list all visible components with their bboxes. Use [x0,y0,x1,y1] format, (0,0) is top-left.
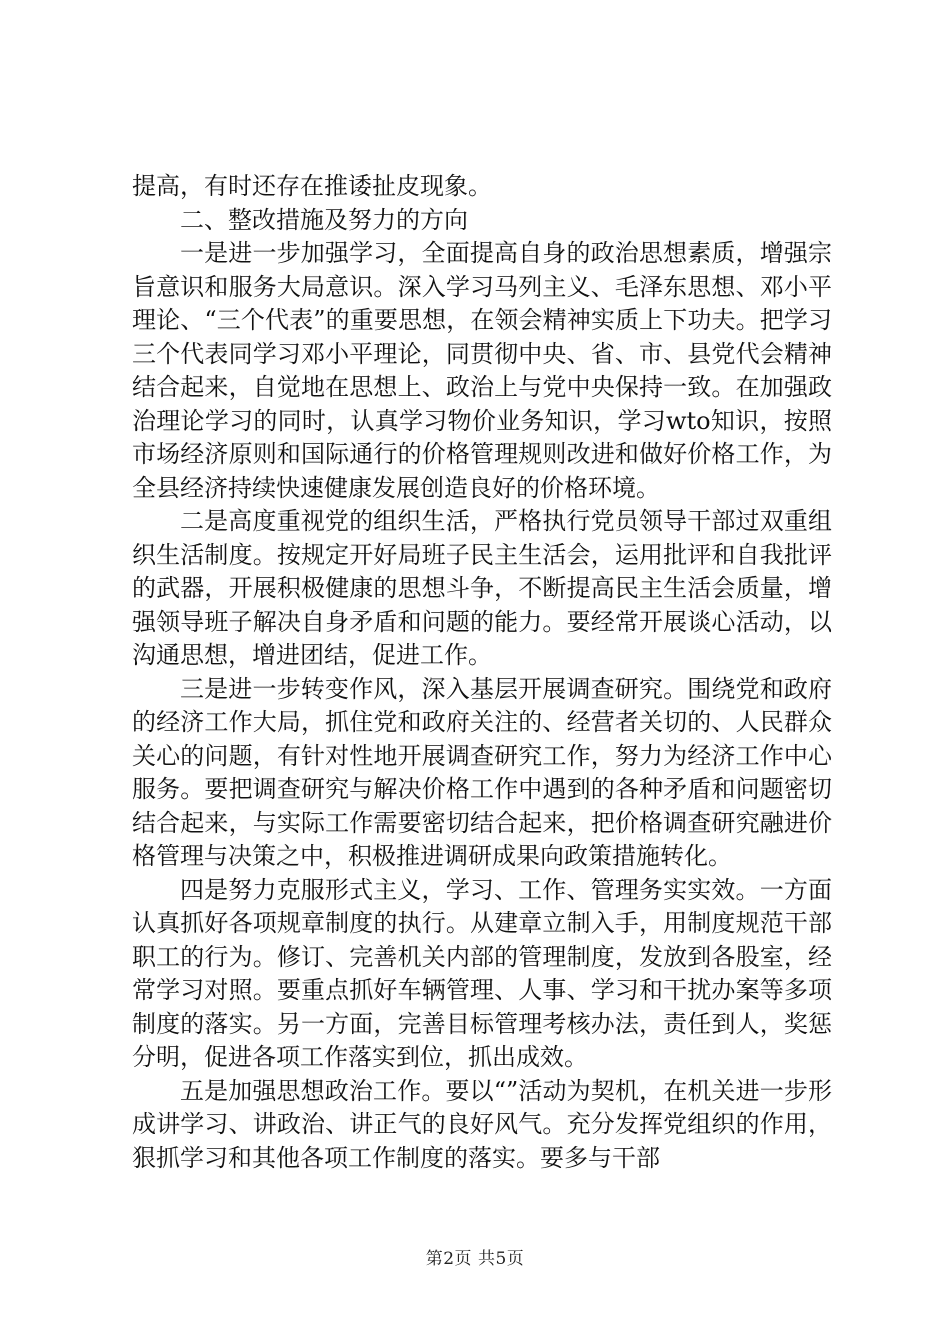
page-number-footer: 第2页 共5页 [425,1249,525,1269]
paragraph-continuation: 提高，有时还存在推诿扯皮现象。 [132,172,492,200]
paragraph-measure-1: 一是进一步加强学习，全面提高自身的政治思想素质，增强宗旨意识和服务大局意识。深入学习马列主义、毛泽东思想、邓小平理论、“三个代表”的重要思想，在领会精神实质上下功夫。把学习三个代表同学习邓小平理论，同贯彻中央、省、市、县党代会精神结合起来，自觉地在思想上、政治上与党中央保持一致。在加强政治理论学习的同时，认真学习物价业务知识，学习wto知识，按照市场经济原则和国际通行的价格管理规则改进和做好价格工作，为全县经济持续快速健康发展创造良好的价格环境。 [132,239,832,502]
paragraph-measure-5: 五是加强思想政治工作。要以“”活动为契机，在机关进一步形成讲学习、讲政治、讲正气的良好风气。充分发挥党组织的作用，狠抓学习和其他各项工作制度的落实。要多与干部 [132,1076,832,1172]
paragraph-measure-4: 四是努力克服形式主义，学习、工作、管理务实实效。一方面认真抓好各项规章制度的执行。从建章立制入手，用制度规范干部职工的行为。修订、完善机关内部的管理制度，发放到各股室，经常学习对照。要重点抓好车辆管理、人事、学习和干扰办案等多项制度的落实。另一方面，完善目标管理考核办法，责任到人，奖惩分明，促进各项工作落实到位，抓出成效。 [132,875,832,1071]
document-body [132,170,832,1175]
paragraph-measure-2: 二是高度重视党的组织生活，严格执行党员领导干部过双重组织生活制度。按规定开好局班子民主生活会，运用批评和自我批评的武器，开展积极健康的思想斗争，不断提高民主生活会质量，增强领导班子解决自身矛盾和问题的能力。要经常开展谈心活动，以沟通思想，增进团结，促进工作。 [132,507,832,669]
section-heading: 二、整改措施及努力的方向 [180,205,468,234]
paragraph-measure-3: 三是进一步转变作风，深入基层开展调查研究。围绕党和政府的经济工作大局，抓住党和政府关注的、经营者关切的、人民群众关心的问题，有针对性地开展调查研究工作，努力为经济工作中心服务。要把调查研究与解决价格工作中遇到的各种矛盾和问题密切结合起来，与实际工作需要密切结合起来，把价格调查研究融进价格管理与决策之中，积极推进调研成果向政策措施转化。 [132,674,832,870]
